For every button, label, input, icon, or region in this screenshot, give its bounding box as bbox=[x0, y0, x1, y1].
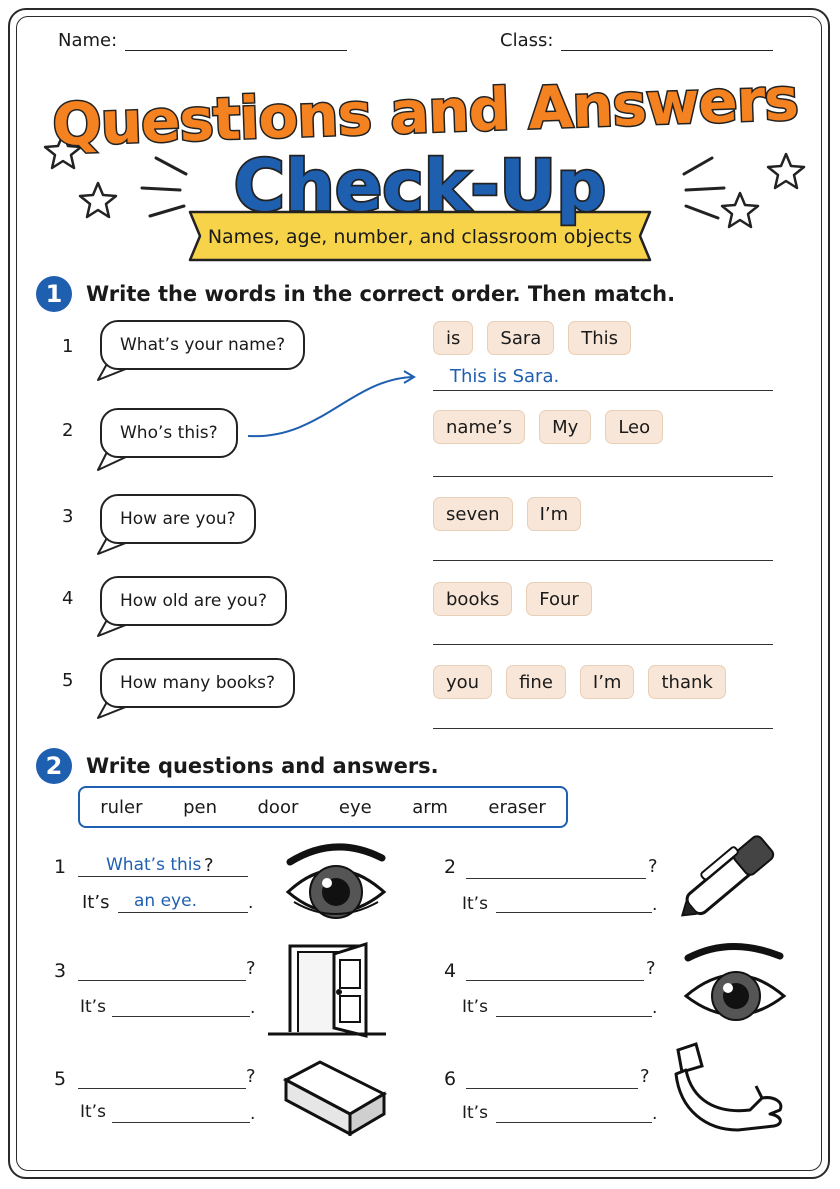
q3-answer-line[interactable] bbox=[433, 560, 773, 561]
word-chip: name’s bbox=[433, 410, 525, 444]
section2-heading bbox=[36, 748, 439, 784]
arm-icon bbox=[666, 1040, 796, 1136]
eraser-icon bbox=[272, 1052, 392, 1136]
class-label: Class: bbox=[500, 30, 554, 51]
q3-number: 3 bbox=[62, 506, 74, 527]
q5-answer-line[interactable] bbox=[433, 728, 773, 729]
ex1-its: It’s bbox=[82, 892, 110, 913]
q5-bubble: How many books? bbox=[100, 658, 295, 708]
word-bank-item: eye bbox=[338, 796, 372, 818]
q5-number: 5 bbox=[62, 670, 74, 691]
title-line1: Questions and Answers bbox=[51, 65, 799, 159]
q2-number: 2 bbox=[62, 420, 74, 441]
ex2-qmark: ? bbox=[648, 856, 658, 877]
q1-bubble: What’s your name? bbox=[100, 320, 305, 370]
ex2-question-line[interactable] bbox=[466, 878, 646, 879]
section2-instruction: Write questions and answers. bbox=[86, 754, 439, 778]
word-bank-item: door bbox=[257, 796, 299, 818]
q4-number: 4 bbox=[62, 588, 74, 609]
section2-number: 2 bbox=[36, 748, 72, 784]
word-chip: My bbox=[539, 410, 591, 444]
ex6-qmark: ? bbox=[640, 1066, 650, 1087]
ex1-qmark: ? bbox=[204, 855, 214, 876]
word-chip: I’m bbox=[580, 665, 635, 699]
ex4-number: 4 bbox=[444, 960, 457, 982]
word-chip: seven bbox=[433, 497, 513, 531]
ex3-number: 3 bbox=[54, 960, 67, 982]
word-chip: This bbox=[568, 321, 631, 355]
ex2-its: It’s bbox=[462, 894, 488, 914]
ex5-its: It’s bbox=[80, 1102, 106, 1122]
ex2-number: 2 bbox=[444, 856, 457, 878]
ex6-answer-line[interactable] bbox=[496, 1122, 652, 1123]
q1-number: 1 bbox=[62, 336, 74, 357]
ex6-period: . bbox=[652, 1104, 658, 1124]
q4-bubble: How old are you? bbox=[100, 576, 287, 626]
match-arrow bbox=[248, 377, 412, 436]
word-bank-item: arm bbox=[412, 796, 448, 818]
q4-answer-line[interactable] bbox=[433, 644, 773, 645]
section1-instruction: Write the words in the correct order. Then match. bbox=[86, 282, 676, 306]
word-bank-item: pen bbox=[183, 796, 217, 818]
ex3-qmark: ? bbox=[246, 958, 256, 979]
eye-icon bbox=[680, 940, 790, 1034]
q3-bubble: How are you? bbox=[100, 494, 256, 544]
door-icon bbox=[268, 940, 388, 1040]
ex4-qmark: ? bbox=[646, 958, 656, 979]
word-bank-item: eraser bbox=[488, 796, 546, 818]
ex5-period: . bbox=[250, 1104, 256, 1124]
ex4-its: It’s bbox=[462, 997, 488, 1017]
q2-bubble: Who’s this? bbox=[100, 408, 238, 458]
word-chip: thank bbox=[648, 665, 725, 699]
word-chip: is bbox=[433, 321, 473, 355]
word-chip: you bbox=[433, 665, 492, 699]
q4-word-chips bbox=[433, 582, 592, 616]
ex3-its: It’s bbox=[80, 997, 106, 1017]
ex3-answer-line[interactable] bbox=[112, 1016, 250, 1017]
q2-word-chips bbox=[433, 410, 663, 444]
word-chip: fine bbox=[506, 665, 566, 699]
section1-number: 1 bbox=[36, 276, 72, 312]
eye-icon bbox=[280, 836, 390, 928]
pen-icon bbox=[674, 824, 790, 926]
ex1-answer-example: an eye. bbox=[134, 891, 197, 911]
word-bank-item: ruler bbox=[100, 796, 143, 818]
q2-answer-line[interactable] bbox=[433, 476, 773, 477]
q1-answer: This is Sara. bbox=[450, 366, 560, 387]
ex6-question-line[interactable] bbox=[466, 1088, 638, 1089]
ex2-period: . bbox=[652, 895, 658, 915]
ex3-question-line[interactable] bbox=[78, 980, 246, 981]
ex3-period: . bbox=[250, 998, 256, 1018]
word-chip: I’m bbox=[527, 497, 582, 531]
word-chip: Sara bbox=[487, 321, 554, 355]
q1-word-chips bbox=[433, 321, 631, 355]
ex1-period: . bbox=[248, 893, 254, 913]
ex1-number: 1 bbox=[54, 856, 67, 878]
ex1-question-line[interactable] bbox=[78, 876, 248, 877]
ex4-question-line[interactable] bbox=[466, 980, 644, 981]
ex4-period: . bbox=[652, 998, 658, 1018]
title-line2: Check-Up bbox=[233, 145, 607, 227]
ex5-question-line[interactable] bbox=[78, 1088, 246, 1089]
ex5-qmark: ? bbox=[246, 1066, 256, 1087]
ribbon-text: Names, age, number, and classroom objects bbox=[207, 226, 633, 248]
ex1-question-example: What’s this bbox=[106, 855, 202, 875]
q5-word-chips bbox=[433, 665, 726, 699]
name-label: Name: bbox=[58, 30, 118, 51]
ex6-its: It’s bbox=[462, 1103, 488, 1123]
ex6-number: 6 bbox=[444, 1068, 457, 1090]
ex4-answer-line[interactable] bbox=[496, 1016, 652, 1017]
ex1-answer-line[interactable] bbox=[118, 912, 248, 913]
ex5-answer-line[interactable] bbox=[112, 1122, 250, 1123]
ex5-number: 5 bbox=[54, 1068, 67, 1090]
q3-word-chips bbox=[433, 497, 581, 531]
word-chip: Leo bbox=[605, 410, 663, 444]
word-chip: Four bbox=[526, 582, 592, 616]
word-bank bbox=[78, 786, 568, 828]
ex2-answer-line[interactable] bbox=[496, 912, 652, 913]
q1-answer-line[interactable] bbox=[433, 390, 773, 391]
word-chip: books bbox=[433, 582, 512, 616]
